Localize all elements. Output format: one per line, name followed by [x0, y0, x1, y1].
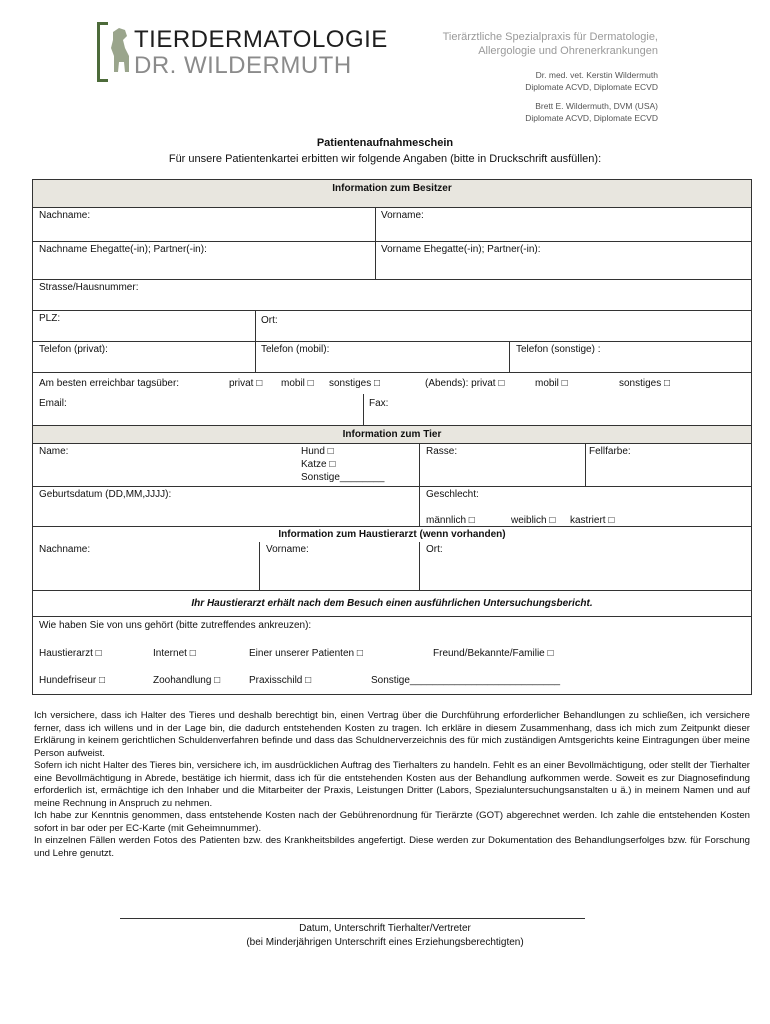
ort-label: Ort: [261, 315, 278, 326]
geburtsdatum-label: Geburtsdatum (DD,MM,JJJJ): [39, 489, 172, 500]
dog-silhouette-icon [107, 26, 133, 79]
ref-zoohandlung-checkbox[interactable]: Zoohandlung □ [153, 675, 221, 686]
tagline-1: Tierärztliche Spezialpraxis für Dermatologie, [442, 31, 658, 43]
page-subtitle: Für unsere Patientenkartei erbitten wir folgende Angaben (bitte in Druckschrift ausfüllen): [168, 153, 602, 165]
signature-line[interactable] [120, 918, 585, 919]
katze-checkbox[interactable]: Katze □ [301, 459, 336, 470]
staff-1-name: Dr. med. vet. Kerstin Wildermuth [535, 70, 658, 80]
evening-privat-checkbox[interactable]: (Abends): privat □ [425, 378, 505, 389]
ref-sonstige-field[interactable]: Sonstige___________________________ [371, 675, 561, 686]
owner-vorname-label: Vorname: [381, 210, 424, 221]
declaration-paragraph-4: In einzelnen Fällen werden Fotos des Patienten bzw. des Krankheitsbildes angefertigt. Diese werden zur Dokumentation des Behandlungserfolges bzw. für Forschung und Lehre genutzt. [34, 835, 750, 859]
patient-form [32, 179, 752, 695]
evening-sonstiges-checkbox[interactable]: sonstiges □ [619, 378, 671, 389]
ref-internet-checkbox[interactable]: Internet □ [153, 648, 196, 659]
fellfarbe-label: Fellfarbe: [589, 446, 631, 457]
maennlich-checkbox[interactable]: männlich □ [426, 515, 475, 526]
email-label: Email: [39, 398, 67, 409]
vet-report-note: Ihr Haustierarzt erhält nach dem Besuch einen ausführlichen Untersuchungsbericht. [191, 598, 593, 609]
brand-doctor: DR. WILDERMUTH [134, 52, 352, 79]
brand-name: TIERDERMATOLOGIE [134, 26, 388, 53]
tel-mobil-label: Telefon (mobil): [261, 344, 330, 355]
hund-checkbox[interactable]: Hund □ [301, 446, 334, 457]
partner-vorname-label: Vorname Ehegatte(-in); Partner(-in): [381, 244, 541, 255]
ref-freund-checkbox[interactable]: Freund/Bekannte/Familie □ [433, 648, 554, 659]
ref-praxisschild-checkbox[interactable]: Praxisschild □ [249, 675, 312, 686]
staff-1-title: Diplomate ACVD, Diplomate ECVD [525, 82, 658, 92]
vet-heading: Information zum Haustierarzt (wenn vorhanden) [33, 527, 751, 542]
geschlecht-label: Geschlecht: [426, 489, 479, 500]
erreichbar-label: Am besten erreichbar tagsüber: [39, 378, 180, 389]
kastriert-checkbox[interactable]: kastriert □ [570, 515, 615, 526]
staff-2-name: Brett E. Wildermuth, DVM (USA) [535, 101, 658, 111]
signature-note: (bei Minderjährigen Unterschrift eines Erziehungsberechtigten) [246, 937, 524, 948]
ref-haustierarzt-checkbox[interactable]: Haustierarzt □ [39, 648, 102, 659]
tagline-2: Allergologie und Ohrenerkrankungen [478, 45, 658, 57]
strasse-label: Strasse/Hausnummer: [39, 282, 139, 293]
day-sonstiges-checkbox[interactable]: sonstiges □ [329, 378, 381, 389]
referral-question: Wie haben Sie von uns gehört (bitte zutreffendes ankreuzen): [39, 620, 312, 631]
sonstige-animal-field[interactable]: Sonstige________ [301, 472, 385, 483]
owner-nachname-label: Nachname: [39, 210, 91, 221]
evening-mobil-checkbox[interactable]: mobil □ [535, 378, 568, 389]
tel-privat-label: Telefon (privat): [39, 344, 108, 355]
declaration-text [34, 710, 750, 860]
ref-patient-checkbox[interactable]: Einer unserer Patienten □ [249, 648, 363, 659]
declaration-paragraph-2: Sofern ich nicht Halter des Tieres bin, versichere ich, im ausdrücklichen Auftrag des Tierhalters zu handeln. Fehlt es an einer Bevollmächtigung, oder stellt der Tierhalter eine Bevollmächtigung in Abrede, bestätige ich hiermit, dass ich für die entstehenden Kosten aus der Behandlung aufkommen werde. Soweit es zur Diagnosefindung erforderlich ist, ermächtige ich den Inhaber und die Mitarbeiter der Praxis, Leistungen Dritter (Labors, Spezialuntersuchungsanstalten u ä.) in meinem Namen und auf meine Rechnung in Anspruch zu nehmen. [34, 760, 750, 809]
declaration-paragraph-1: Ich versichere, dass ich Halter des Tieres und deshalb berechtigt bin, einen Vertrag über die Durchführung erforderlicher Behandlungen zu schließen, ich versichere ferner, dass ich willens und in der Lage bin, die dadurch entstehenden Kosten zu tragen. Ich erkläre in diesem Zusammenhang, dass ich mich zum Zeitpunkt dieser Erklärung in keinem gerichtlichen Schuldenverfahren befinde und dass das Schuldnerverzeichnis des für mich zuständigen Amtsgerichts keine Eintragungen über meine Person aufweist. [34, 710, 750, 759]
signature-caption: Datum, Unterschrift Tierhalter/Vertreter [299, 923, 471, 934]
rasse-label: Rasse: [426, 446, 458, 457]
animal-name-label: Name: [39, 446, 69, 457]
page-title: Patientenaufnahmeschein [316, 137, 454, 149]
partner-nachname-label: Nachname Ehegatte(-in); Partner(-in): [39, 244, 207, 255]
vet-vorname-label: Vorname: [266, 544, 309, 555]
weiblich-checkbox[interactable]: weiblich □ [511, 515, 556, 526]
animal-heading: Information zum Tier [33, 426, 751, 443]
owner-heading: Information zum Besitzer [33, 180, 751, 207]
staff-2-title: Diplomate ACVD, Diplomate ECVD [525, 113, 658, 123]
tel-sonstige-label: Telefon (sonstige) : [516, 344, 601, 355]
vet-ort-label: Ort: [426, 544, 443, 555]
plz-label: PLZ: [39, 313, 61, 324]
fax-label: Fax: [369, 398, 389, 409]
day-privat-checkbox[interactable]: privat □ [229, 378, 263, 389]
vet-nachname-label: Nachname: [39, 544, 91, 555]
ref-hundefriseur-checkbox[interactable]: Hundefriseur □ [39, 675, 106, 686]
declaration-paragraph-3: Ich habe zur Kenntnis genommen, dass entstehende Kosten nach der Gebührenordnung für Tierärzte (GOT) abgerechnet werden. Ich zahle die entstehenden Kosten sofort in bar oder per EC-Karte (mit Geheimnummer). [34, 810, 750, 834]
day-mobil-checkbox[interactable]: mobil □ [281, 378, 314, 389]
